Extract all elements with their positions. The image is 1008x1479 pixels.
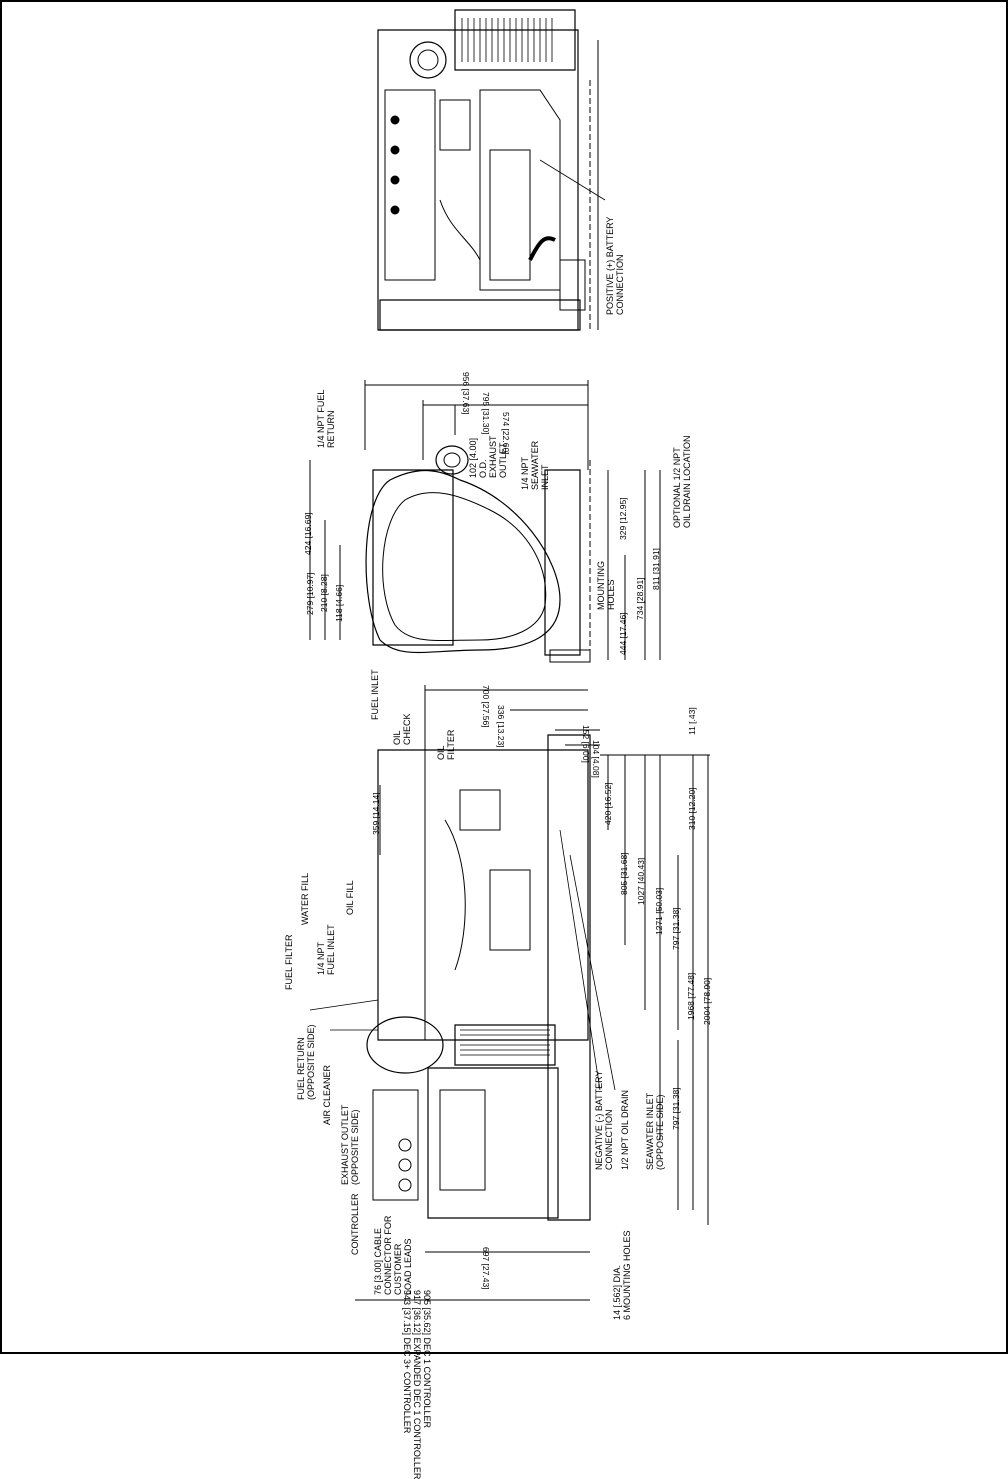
dim-118: 118 [4.66] [334, 584, 344, 622]
dim-359: 359 [14.14] [371, 792, 381, 835]
dim-424: 424 [16.69] [303, 512, 313, 555]
label-controller: CONTROLLER [350, 1193, 360, 1255]
label-fuel-inlet: FUEL INLET [370, 669, 380, 720]
dim-805: 805 [31.68] [619, 852, 629, 895]
dim-734: 734 [28.91] [635, 577, 645, 620]
label-cable-connector: 76 [3.00] CABLE CONNECTOR FOR CUSTOMER LOAD LEADS [373, 1215, 413, 1295]
label-oil-check: OIL CHECK [392, 713, 412, 745]
dim-329: 329 [12.95] [618, 497, 628, 540]
dim-574: 574 [22.60] [501, 412, 511, 455]
dim-811: 811 [31.91] [651, 548, 661, 590]
dim-795: 795 [31.30] [481, 392, 491, 435]
dim-1271: 1271 [50.03] [654, 887, 664, 935]
label-controller-widths: 905 [35.62] DEC 1 CONTROLLER 917 [36.12] EXPANDED DEC 1 CONTROLLER 943 [37.15] DEC 3+ CONTROLLER [402, 1290, 432, 1479]
label-water-fill: WATER FILL [300, 872, 310, 925]
label-fuel-filter: FUEL FILTER [284, 934, 294, 990]
label-seawater-inlet: 1/4 NPT SEAWATER INLET [520, 440, 550, 490]
label-exhaust-outlet-opposite: EXHAUST OUTLET (OPPOSITE SIDE) [340, 1104, 360, 1185]
dim-956: 956 [37.63] [461, 372, 471, 415]
dim-2004: 2004 [78.90] [702, 977, 712, 1025]
dim-104: 104 [4.08] [591, 740, 601, 778]
label-fuel-return: 1/4 NPT FUEL RETURN [316, 389, 336, 448]
label-air-cleaner: AIR CLEANER [322, 1064, 332, 1125]
dim-1968: 1968 [77.48] [686, 972, 696, 1020]
rear-view-drawing [378, 10, 605, 330]
label-mounting-holes-dia: 14 [.562] DIA. 6 MOUNTING HOLES [612, 1230, 632, 1320]
dim-1027: 1027 [40.43] [636, 857, 646, 905]
dim-152: 152 [6.00] [581, 725, 591, 763]
label-fuel-return-opposite: FUEL RETURN (OPPOSITE SIDE) [296, 1024, 316, 1100]
dim-444: 444 [17.46] [618, 612, 628, 655]
label-oil-drain-location: OPTIONAL 1/2 NPT OIL DRAIN LOCATION [672, 435, 692, 528]
dim-336: 336 [13.23] [496, 705, 506, 748]
dim-797-upper: 797 [31.38] [671, 907, 681, 950]
label-oil-drain-npt: 1/2 NPT OIL DRAIN [620, 1089, 630, 1170]
label-negative-battery: NEGATIVE (-) BATTERY CONNECTION [594, 1070, 614, 1170]
dim-310: 310 [12.20] [687, 787, 697, 830]
label-npt-fuel-inlet: 1/4 NPT FUEL INLET [316, 924, 336, 975]
dim-420: 420 [16.52] [603, 782, 613, 825]
label-seawater-inlet-opposite: SEAWATER INLET (OPPOSITE SIDE) [645, 1092, 665, 1170]
dim-279: 279 [10.97] [305, 572, 315, 615]
side-view-drawing [310, 685, 710, 1300]
label-oil-fill: OIL FILL [345, 880, 355, 915]
dim-210: 210 [8.28] [319, 574, 329, 612]
dim-700: 700 [27.56] [481, 685, 491, 728]
label-mounting-holes: MOUNTING HOLES [596, 561, 616, 610]
label-positive-battery: POSITIVE (+) BATTERY CONNECTION [605, 216, 625, 315]
dim-797-lower: 797 [31.38] [671, 1087, 681, 1130]
dim-697: 697 [27.43] [481, 1247, 491, 1290]
label-oil-filter: OIL FILTER [436, 729, 456, 760]
label-exhaust-outlet: 102 [4.00] O.D. EXHAUST OUTLET [468, 435, 508, 478]
dim-11: 11 [.43] [687, 707, 697, 735]
